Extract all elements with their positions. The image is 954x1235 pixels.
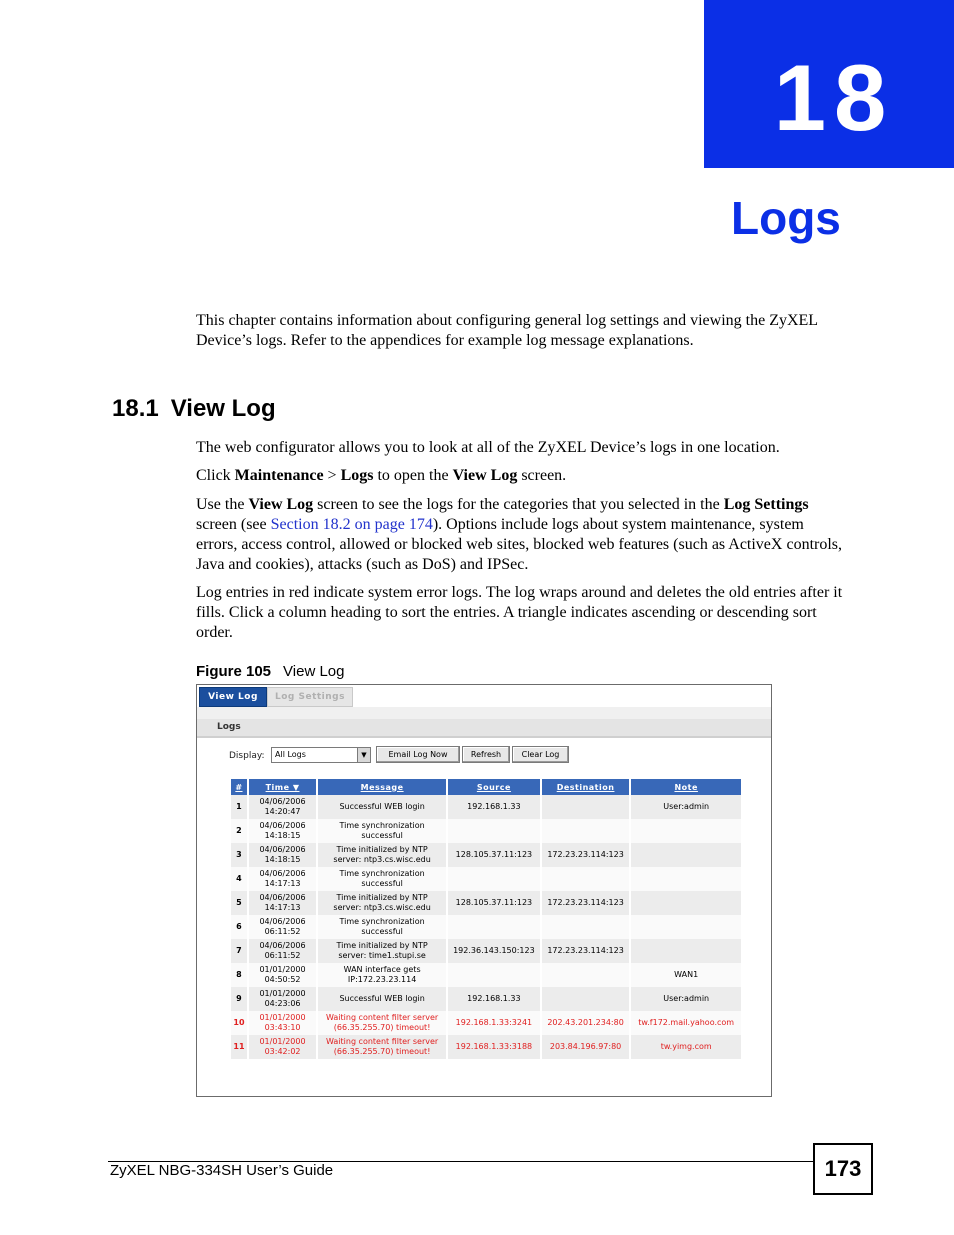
- column-header-time[interactable]: Time ▼: [248, 779, 317, 795]
- cell-source-text: 192.168.1.33:3241: [455, 1018, 533, 1027]
- cell-time-text: 06:11:52: [264, 951, 301, 960]
- cell-destination-text: 172.23.23.114:123: [547, 946, 624, 955]
- cell-number: [231, 1035, 248, 1059]
- cell-number-text: 5: [236, 898, 242, 907]
- cell-time: [248, 891, 317, 915]
- cell-number: [231, 891, 248, 915]
- text-run: screen.: [517, 467, 567, 484]
- cell-number: [231, 819, 248, 843]
- cell-message-text: server: ntp3.cs.wisc.edu: [333, 903, 431, 912]
- cell-note: [630, 987, 742, 1011]
- cell-source: [447, 963, 541, 987]
- column-header-number[interactable]: #: [231, 779, 248, 795]
- view-log-screenshot: [196, 684, 772, 1097]
- bold-run: View Log: [248, 496, 314, 513]
- cell-source: [447, 867, 541, 891]
- section-title: View Log: [170, 395, 276, 422]
- cell-message: [317, 1035, 447, 1059]
- cell-message-text: successful: [361, 927, 403, 936]
- cell-message-text: Time initialized by NTP: [336, 845, 428, 854]
- table-row: [231, 939, 742, 963]
- cell-source: [447, 915, 541, 939]
- cell-message-text: server: time1.stupi.se: [338, 951, 426, 960]
- cell-note: [630, 939, 742, 963]
- cell-message-text: Successful WEB login: [339, 994, 425, 1003]
- cell-number: [231, 939, 248, 963]
- cell-time: [248, 963, 317, 987]
- cell-time-text: 04/06/2006: [259, 821, 306, 830]
- cell-number-text: 3: [236, 850, 242, 859]
- cell-message-text: Waiting content filter server: [325, 1013, 439, 1022]
- cell-source: [447, 987, 541, 1011]
- text-run: Use the: [196, 496, 249, 513]
- text-run: screen (see: [196, 516, 271, 533]
- cell-message: [317, 987, 447, 1011]
- cell-time-text: 04:50:52: [264, 975, 301, 984]
- cell-note-text: User:admin: [663, 994, 710, 1003]
- cell-number: [231, 795, 248, 819]
- cell-time-text: 14:20:47: [264, 807, 301, 816]
- log-table-body: [231, 795, 742, 1059]
- chapter-number: 18: [773, 45, 895, 150]
- cell-number: [231, 987, 248, 1011]
- cell-time: [248, 939, 317, 963]
- cell-message-text: Time synchronization: [339, 917, 425, 926]
- cell-source-text: 192.168.1.33: [467, 802, 521, 811]
- cell-time-text: 01/01/2000: [259, 989, 306, 998]
- cell-message: [317, 795, 447, 819]
- cell-message: [317, 939, 447, 963]
- cell-note-text: tw.f172.mail.yahoo.com: [638, 1018, 735, 1027]
- text-run: screen to see the logs for the categories that you selected in the: [313, 496, 724, 513]
- cell-note: [630, 963, 742, 987]
- cell-number: [231, 867, 248, 891]
- text-run: to open the: [373, 467, 453, 484]
- cell-message-text: (66.35.255.70) timeout!: [333, 1047, 431, 1056]
- table-row: [231, 867, 742, 891]
- cell-number-text: 8: [236, 970, 242, 979]
- table-row: [231, 1011, 742, 1035]
- text-run: >: [323, 467, 341, 484]
- cell-message-text: (66.35.255.70) timeout!: [333, 1023, 431, 1032]
- cell-time-text: 01/01/2000: [259, 1037, 306, 1046]
- cell-time: [248, 867, 317, 891]
- cell-destination: [541, 891, 631, 915]
- refresh-button[interactable]: Refresh: [462, 746, 510, 763]
- cell-number-text: 6: [236, 922, 242, 931]
- figure-title: View Log: [283, 663, 345, 680]
- panel-strip: [197, 707, 771, 719]
- cell-source: [447, 795, 541, 819]
- cell-message: [317, 819, 447, 843]
- cell-destination: [541, 939, 631, 963]
- cell-note: [630, 867, 742, 891]
- cell-destination: [541, 867, 631, 891]
- tab-log-settings[interactable]: Log Settings: [267, 687, 353, 707]
- cell-source-text: 128.105.37.11:123: [455, 850, 533, 859]
- text-run: ). Options include logs about system maintenance, system errors, access control, allowed or blocked web sites, blocked web features (such as ActiveX controls, Java and cookies), attacks (such as DoS) and IPSec.: [196, 516, 843, 573]
- cell-time-text: 14:18:15: [264, 855, 301, 864]
- table-row: [231, 987, 742, 1011]
- cell-destination-text: 172.23.23.114:123: [547, 898, 624, 907]
- cell-number-text: 11: [233, 1042, 245, 1051]
- bold-run: Maintenance: [234, 467, 324, 484]
- cell-message: [317, 963, 447, 987]
- cell-time-text: 04:23:06: [264, 999, 301, 1008]
- paragraph-1: The web configurator allows you to look at all of the ZyXEL Device’s logs in one location.: [196, 439, 780, 456]
- cell-note: [630, 819, 742, 843]
- cell-note: [630, 795, 742, 819]
- cell-message-text: successful: [361, 831, 403, 840]
- cell-time: [248, 819, 317, 843]
- cell-time-text: 04/06/2006: [259, 893, 306, 902]
- cell-source: [447, 1011, 541, 1035]
- cell-number-text: 4: [236, 874, 242, 883]
- cell-source: [447, 1035, 541, 1059]
- footer-guide-title: ZyXEL NBG-334SH User’s Guide: [110, 1162, 334, 1179]
- cell-message-text: Successful WEB login: [339, 802, 425, 811]
- cell-note: [630, 1035, 742, 1059]
- cell-destination: [541, 843, 631, 867]
- clear-log-button[interactable]: Clear Log: [512, 746, 569, 763]
- cell-time-text: 14:17:13: [264, 903, 301, 912]
- text-run: Click: [196, 467, 235, 484]
- email-log-now-button[interactable]: Email Log Now: [376, 746, 460, 763]
- cell-time-text: 04/06/2006: [259, 845, 306, 854]
- cell-message-text: Waiting content filter server: [325, 1037, 439, 1046]
- cell-source-text: 192.168.1.33:3188: [455, 1042, 533, 1051]
- paragraph-4: Log entries in red indicate system error logs. The log wraps around and deletes the old entries after it fills. Click a column heading to sort the entries. A triangle indicates ascending or descending sort order.: [196, 584, 843, 641]
- cell-number-text: 2: [236, 826, 242, 835]
- cell-message-text: WAN interface gets: [343, 965, 421, 974]
- cell-message-text: Time synchronization: [339, 869, 425, 878]
- cell-destination: [541, 1035, 631, 1059]
- log-table: [231, 779, 743, 1059]
- cell-time-text: 14:18:15: [264, 831, 301, 840]
- cell-time-text: 04/06/2006: [259, 869, 306, 878]
- cell-number: [231, 1011, 248, 1035]
- cell-time: [248, 987, 317, 1011]
- table-row: [231, 843, 742, 867]
- cell-message: [317, 891, 447, 915]
- cell-time: [248, 843, 317, 867]
- cell-source-text: 192.36.143.150:123: [453, 946, 535, 955]
- cell-message-text: Time initialized by NTP: [336, 893, 428, 902]
- table-row: [231, 1035, 742, 1059]
- intro-paragraph: This chapter contains information about configuring general log settings and viewing the ZyXEL Device’s logs. Refer to the appendices for example log message explanations.: [196, 312, 818, 349]
- cell-source-text: 128.105.37.11:123: [455, 898, 533, 907]
- bold-run: View Log: [452, 467, 518, 484]
- cell-message: [317, 843, 447, 867]
- cell-time-text: 01/01/2000: [259, 1013, 306, 1022]
- table-row: [231, 819, 742, 843]
- cell-source: [447, 843, 541, 867]
- cell-time-text: 01/01/2000: [259, 965, 306, 974]
- figure-label: Figure 105: [196, 663, 272, 680]
- cell-time-text: 04/06/2006: [259, 797, 306, 806]
- cell-source: [447, 939, 541, 963]
- cell-number: [231, 843, 248, 867]
- tab-view-log[interactable]: View Log: [199, 687, 267, 707]
- cell-destination: [541, 795, 631, 819]
- section-link[interactable]: Section 18.2 on page 174: [270, 516, 433, 533]
- tab-bar: [197, 685, 771, 707]
- cell-message-text: Time synchronization: [339, 821, 425, 830]
- table-header-row: [231, 779, 742, 795]
- cell-note-text: tw.yimg.com: [660, 1042, 712, 1051]
- cell-time-text: 03:43:10: [264, 1023, 301, 1032]
- paragraph-3: [196, 495, 844, 575]
- cell-time-text: 06:11:52: [264, 927, 301, 936]
- panel-title-text: Logs: [217, 722, 241, 732]
- cell-number-text: 1: [236, 802, 242, 811]
- cell-source-text: 192.168.1.33: [467, 994, 521, 1003]
- table-row: [231, 891, 742, 915]
- chevron-down-icon[interactable]: ▼: [357, 748, 370, 762]
- cell-destination: [541, 819, 631, 843]
- cell-note: [630, 891, 742, 915]
- cell-message-text: successful: [361, 879, 403, 888]
- page-number: 173: [813, 1143, 873, 1195]
- cell-note: [630, 1011, 742, 1035]
- cell-time: [248, 1011, 317, 1035]
- cell-time-text: 03:42:02: [264, 1047, 301, 1056]
- cell-note: [630, 843, 742, 867]
- cell-time: [248, 1035, 317, 1059]
- section-heading: [112, 394, 276, 424]
- cell-message: [317, 867, 447, 891]
- panel-divider: [197, 736, 771, 738]
- cell-time: [248, 915, 317, 939]
- cell-source: [447, 891, 541, 915]
- cell-destination: [541, 1011, 631, 1035]
- cell-destination: [541, 987, 631, 1011]
- paragraph-2: [196, 466, 844, 486]
- cell-time-text: 14:17:13: [264, 879, 301, 888]
- cell-destination-text: 202.43.201.234:80: [547, 1018, 624, 1027]
- table-row: [231, 795, 742, 819]
- cell-note: [630, 915, 742, 939]
- cell-message-text: IP:172.23.23.114: [347, 975, 417, 984]
- cell-note-text: WAN1: [674, 970, 699, 979]
- bold-run: Logs: [340, 467, 374, 484]
- column-header-message[interactable]: Message: [317, 779, 447, 795]
- chapter-number-box: [704, 0, 954, 168]
- cell-source: [447, 819, 541, 843]
- cell-message: [317, 1011, 447, 1035]
- column-header-destination[interactable]: Destination: [541, 779, 631, 795]
- cell-destination-text: 172.23.23.114:123: [547, 850, 624, 859]
- figure-caption: [196, 662, 344, 682]
- display-label: Display:: [229, 751, 265, 761]
- display-select-value: All Logs: [275, 750, 306, 759]
- column-header-source[interactable]: Source: [447, 779, 541, 795]
- cell-number-text: 10: [233, 1018, 245, 1027]
- table-row: [231, 963, 742, 987]
- panel-title: [197, 719, 771, 736]
- section-number: 18.1: [112, 395, 159, 422]
- cell-time: [248, 795, 317, 819]
- cell-number-text: 7: [236, 946, 242, 955]
- cell-destination: [541, 915, 631, 939]
- cell-number: [231, 915, 248, 939]
- cell-message: [317, 915, 447, 939]
- cell-destination: [541, 963, 631, 987]
- cell-message-text: server: ntp3.cs.wisc.edu: [333, 855, 431, 864]
- cell-destination-text: 203.84.196.97:80: [549, 1042, 622, 1051]
- chapter-title: Logs: [731, 192, 841, 244]
- cell-number-text: 9: [236, 994, 242, 1003]
- table-row: [231, 915, 742, 939]
- cell-time-text: 04/06/2006: [259, 941, 306, 950]
- cell-number: [231, 963, 248, 987]
- cell-note-text: User:admin: [663, 802, 710, 811]
- column-header-note[interactable]: Note: [630, 779, 742, 795]
- display-select[interactable]: [271, 747, 371, 763]
- cell-message-text: Time initialized by NTP: [336, 941, 428, 950]
- bold-run: Log Settings: [723, 496, 809, 513]
- cell-time-text: 04/06/2006: [259, 917, 306, 926]
